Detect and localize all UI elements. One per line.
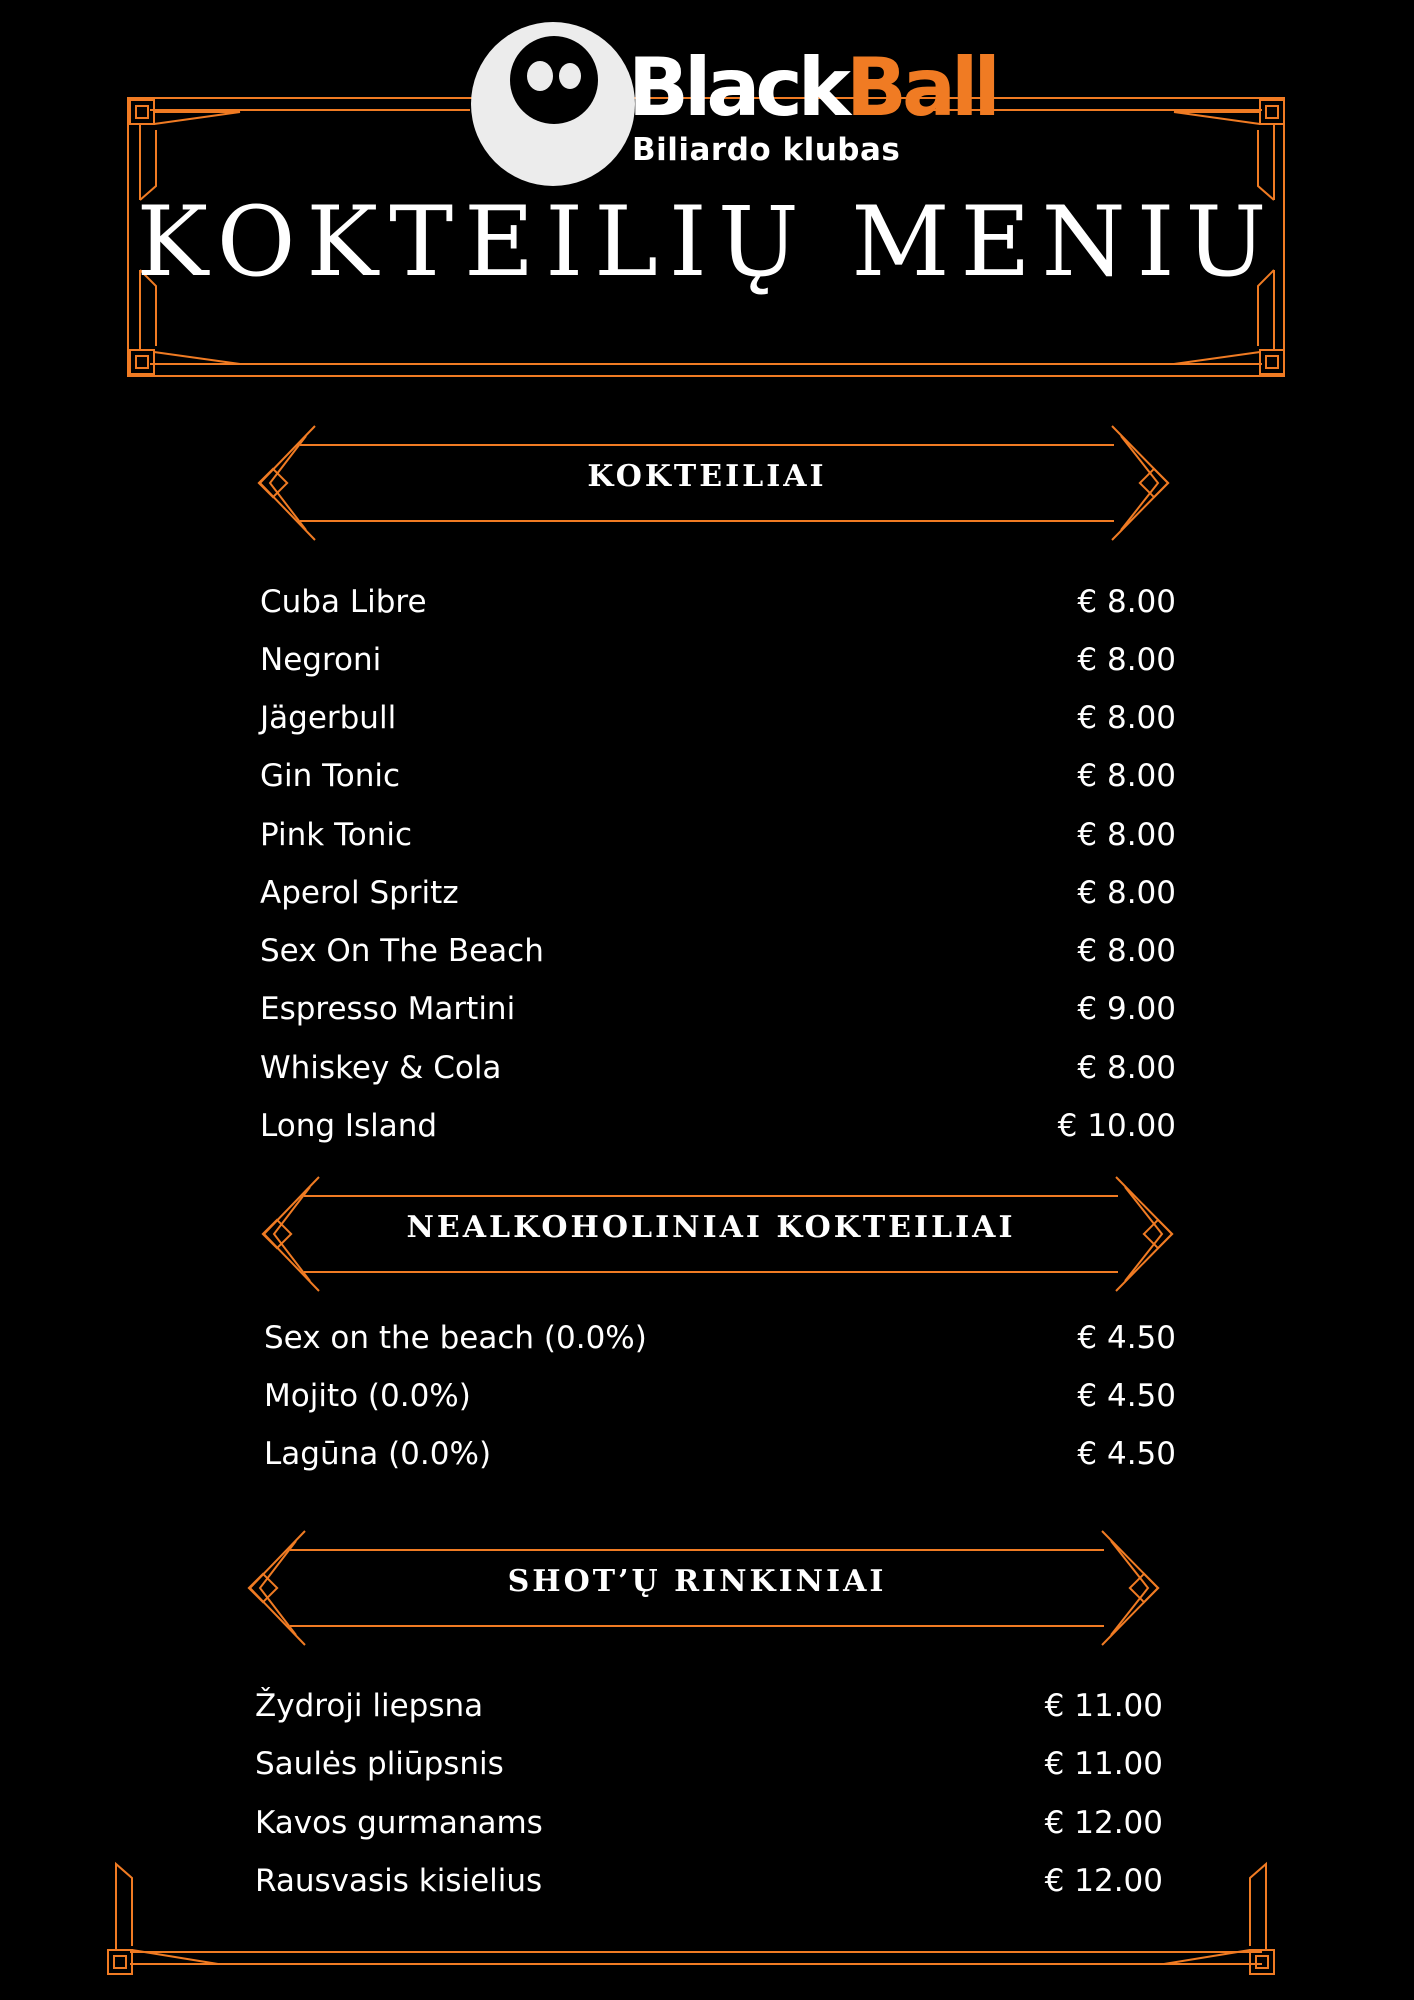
section-title-nealkoholiniai: NEALKOHOLINIAI KOKTEILIAI: [406, 1210, 1016, 1245]
menu-item: [260, 700, 1176, 740]
item-name: Mojito (0.0%): [264, 1378, 471, 1414]
blackball-logo: [460, 20, 996, 190]
menu-item: [255, 1805, 1163, 1845]
item-name: Rausvasis kisielius: [255, 1863, 543, 1899]
menu-item: [260, 933, 1176, 973]
logo-wordmark: BlackBall: [628, 41, 996, 134]
menu-item: [260, 584, 1176, 624]
menu-item: [260, 1050, 1176, 1090]
item-price: € 8.00: [1077, 933, 1176, 969]
item-price: € 12.00: [1044, 1863, 1163, 1899]
menu-item: [260, 642, 1176, 682]
item-name: Kavos gurmanams: [255, 1805, 543, 1841]
item-name: Cuba Libre: [260, 584, 427, 620]
menu-item: [255, 1863, 1163, 1903]
item-price: € 11.00: [1044, 1746, 1163, 1782]
item-name: Espresso Martini: [260, 991, 516, 1027]
item-price: € 8.00: [1077, 642, 1176, 678]
item-name: Saulės pliūpsnis: [255, 1746, 504, 1782]
menu-item: [260, 758, 1176, 798]
item-price: € 9.00: [1077, 991, 1176, 1027]
item-name: Sex On The Beach: [260, 933, 544, 969]
item-name: Žydroji liepsna: [255, 1688, 484, 1724]
section-title-kokteiliai: KOKTEILIAI: [587, 459, 827, 494]
item-price: € 12.00: [1044, 1805, 1163, 1841]
item-price: € 4.50: [1077, 1378, 1176, 1414]
menu-item: [255, 1746, 1163, 1786]
item-name: Long Island: [260, 1108, 438, 1144]
item-name: Jägerbull: [260, 700, 397, 736]
item-name: Lagūna (0.0%): [264, 1436, 492, 1472]
item-price: € 4.50: [1077, 1436, 1176, 1472]
item-price: € 8.00: [1077, 875, 1176, 911]
logo-subtitle: Biliardo klubas: [632, 132, 901, 168]
menu-item: [260, 875, 1176, 915]
item-price: € 8.00: [1077, 758, 1176, 794]
item-price: € 4.50: [1077, 1320, 1176, 1356]
menu-item: [264, 1320, 1176, 1360]
item-price: € 10.00: [1057, 1108, 1176, 1144]
menu-item: [260, 991, 1176, 1031]
menu-item: [264, 1436, 1176, 1476]
item-name: Aperol Spritz: [260, 875, 459, 911]
section-title-shotu: SHOT’Ų RINKINIAI: [507, 1564, 887, 1599]
item-price: € 8.00: [1077, 584, 1176, 620]
item-name: Whiskey & Cola: [260, 1050, 502, 1086]
item-name: Negroni: [260, 642, 382, 678]
item-price: € 8.00: [1077, 700, 1176, 736]
item-name: Gin Tonic: [260, 758, 401, 794]
item-price: € 11.00: [1044, 1688, 1163, 1724]
menu-item: [260, 1108, 1176, 1148]
menu-item: [264, 1378, 1176, 1418]
item-name: Pink Tonic: [260, 817, 413, 853]
page-title: KOKTEILIŲ MENIU: [136, 186, 1278, 298]
menu-item: [260, 817, 1176, 857]
item-name: Sex on the beach (0.0%): [264, 1320, 647, 1356]
menu-item: [255, 1688, 1163, 1728]
item-price: € 8.00: [1077, 1050, 1176, 1086]
item-price: € 8.00: [1077, 817, 1176, 853]
